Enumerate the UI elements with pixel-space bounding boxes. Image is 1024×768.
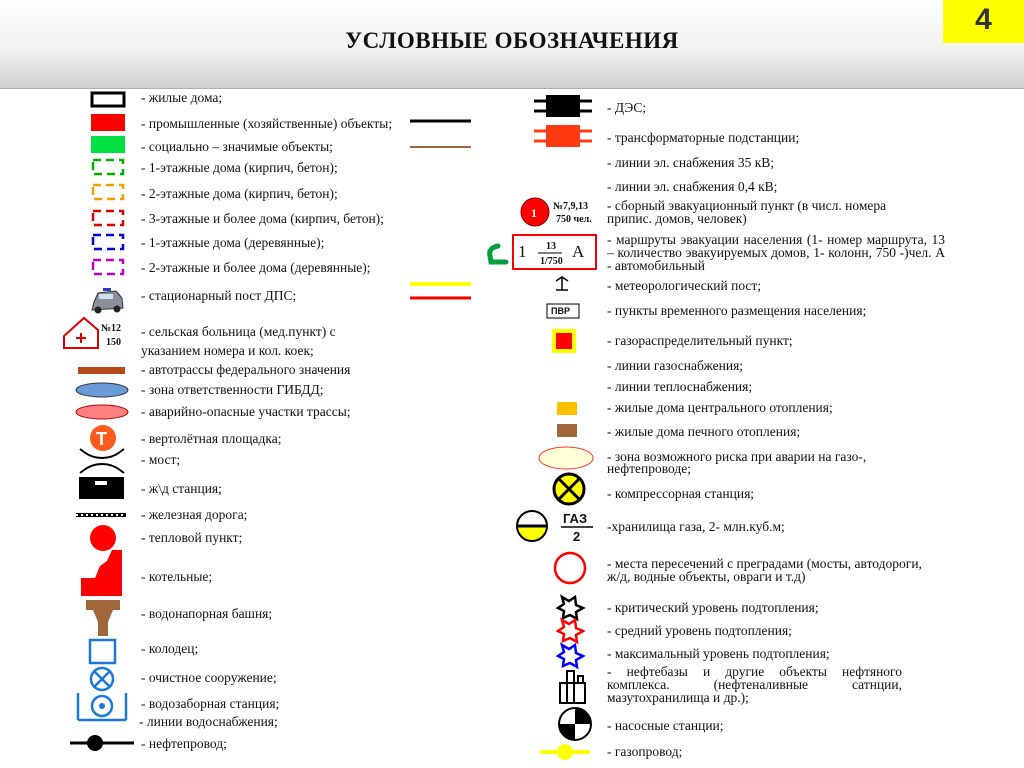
page-number-badge: 4 xyxy=(943,0,1024,43)
two-storey-brick-icon xyxy=(93,185,123,199)
helipad-letter: Т xyxy=(96,429,107,449)
heat-point-icon xyxy=(90,525,116,551)
legend-label: - метеорологический пост; xyxy=(607,278,762,293)
bridge-icon xyxy=(80,449,124,473)
legend-label: - жилые дома печного отопления; xyxy=(607,424,801,439)
legend-label: - колодец; xyxy=(141,641,199,656)
legend-label: - жилые дома; xyxy=(141,90,223,105)
gas-label: ГАЗ xyxy=(563,511,588,526)
legend-label: - нефтебазы и другие объекты нефтяного комплекса. (нефтеналивные сатнции, мазутохранилища и др.); xyxy=(607,664,902,705)
route-houses: 13 xyxy=(546,241,556,252)
legend-label: - социально – значимые объекты; xyxy=(141,139,333,154)
legend-label: - 1-этажные дома (кирпич, бетон); xyxy=(141,160,338,175)
compressor-station-icon xyxy=(554,474,584,504)
legend-label: - маршруты эвакуации населения (1- номер маршрута, 13 – количество эвакуируемых домов, 1- колонн, 750 -)чел. А - автомобильный xyxy=(607,232,945,273)
gas-volume: 2 xyxy=(573,529,581,544)
legend-label: - критический уровень подтопления; xyxy=(607,600,819,615)
legend-label: - максимальный уровень подтопления; xyxy=(607,646,830,661)
legend-label: - линии водоснабжения; xyxy=(139,714,278,729)
meteo-post-icon xyxy=(556,277,568,290)
legend-label: - водозаборная станция; xyxy=(141,696,280,711)
well-icon xyxy=(90,640,115,663)
legend-label: - средний уровень подтопления; xyxy=(607,623,792,638)
danger-road-section-icon xyxy=(76,405,128,419)
legend-label: - компрессорная станция; xyxy=(607,486,755,501)
legend-label: - линии теплоснабжения; xyxy=(607,379,753,394)
medium-flood-level-icon xyxy=(558,620,583,642)
social-object-icon xyxy=(91,136,125,153)
legend-label: - железная дорога; xyxy=(141,507,248,522)
risk-zone-icon xyxy=(539,447,593,469)
railway-icon xyxy=(76,513,126,517)
legend-label: - ДЭС; xyxy=(607,100,647,115)
legend-label: - 3-этажные и более дома (кирпич, бетон); xyxy=(141,211,384,226)
federal-highway-icon xyxy=(78,367,125,374)
legend-label: - котельные; xyxy=(141,569,213,584)
legend-label: - насосные станции; xyxy=(607,718,724,733)
legend-label: -хранилища газа, 2- млн.куб.м; xyxy=(607,519,785,534)
legend-label: - газораспределительный пункт; xyxy=(607,333,793,348)
evac-point-houses: №7,9,13 xyxy=(553,201,589,212)
legend-label: - линии эл. снабжения 35 кВ; xyxy=(607,155,775,170)
gibdd-zone-icon xyxy=(76,383,128,397)
industrial-object-icon xyxy=(91,114,125,131)
three-storey-brick-icon xyxy=(93,211,123,225)
evac-point-people: 750 чел. xyxy=(556,214,592,225)
one-storey-wood-icon xyxy=(93,235,123,249)
water-intake-icon xyxy=(78,693,126,720)
legend-label: - газопровод; xyxy=(607,744,683,759)
oil-depot-icon xyxy=(560,671,585,703)
obstacle-crossing-icon xyxy=(555,553,585,583)
pvr-label: ПВР xyxy=(551,306,570,316)
legend-label: - 2-этажные дома (кирпич, бетон); xyxy=(141,186,338,201)
critical-flood-level-icon xyxy=(558,597,583,619)
oil-pipeline-icon xyxy=(70,735,134,751)
legend-label: - вертолётная площадка; xyxy=(141,431,282,446)
legend-label: - жилые дома центрального отопления; xyxy=(607,400,833,415)
one-storey-brick-icon xyxy=(93,160,123,174)
route-number: 1 xyxy=(518,242,527,261)
legend-label: - места пересечений с преградами (мосты, автодороги, ж/д, водные объекты, овраги и т.д) xyxy=(607,556,922,584)
hospital-icon xyxy=(64,318,98,348)
stove-heating-house-icon xyxy=(557,424,577,437)
legend-label: - водонапорная башня; xyxy=(141,606,273,621)
legend-label: - ж\д станция; xyxy=(141,481,222,496)
legend-label: - тепловой пункт; xyxy=(141,530,243,545)
evac-point-number: 1 xyxy=(531,206,537,220)
legend-label: - мост; xyxy=(141,452,181,467)
legend-label: - зона возможного риска при аварии на газо-, нефтепроводе; xyxy=(607,449,867,476)
legend-label: - нефтепровод; xyxy=(141,736,227,751)
legend-label: - трансформаторные подстанции; xyxy=(607,130,800,145)
hospital-beds-text: 150 xyxy=(106,337,121,348)
residential-house-icon xyxy=(92,93,124,106)
police-car-icon xyxy=(92,288,123,314)
legend-label: - очистное сооружение; xyxy=(141,670,277,685)
water-tower-icon xyxy=(86,600,120,636)
gas-pipeline-icon xyxy=(540,744,590,760)
gas-distribution-point-icon xyxy=(552,329,576,353)
legend-label: - 1-этажные дома (деревянные); xyxy=(141,235,325,250)
central-heating-house-icon xyxy=(557,402,577,415)
pump-station-icon xyxy=(559,708,591,740)
legend-label: - сельская больница (мед.пункт) с указанием номера и кол. коек; xyxy=(141,324,336,358)
legend-label: - линии эл. снабжения 0,4 кВ; xyxy=(607,179,778,194)
rail-station-icon xyxy=(79,477,124,499)
legend-label: - зона ответственности ГИБДД; xyxy=(141,382,324,397)
transformer-substation-icon xyxy=(534,125,592,147)
treatment-facility-icon xyxy=(91,668,113,690)
legend-label: - стационарный пост ДПС; xyxy=(141,288,297,303)
route-type: А xyxy=(572,242,585,261)
legend-label: - аварийно-опасные участки трассы; xyxy=(141,404,351,419)
diesel-power-station-icon xyxy=(534,95,592,117)
boiler-house-icon xyxy=(81,550,122,596)
legend-label: - пункты временного размещения населения; xyxy=(607,303,867,318)
legend-label: - линии газоснабжения; xyxy=(607,358,744,373)
legend-label: - сборный эвакуационный пункт (в числ. номера припис. домов, человек) xyxy=(607,198,887,226)
legend-label: - 2-этажные и более дома (деревянные); xyxy=(141,260,371,275)
legend-label: - автотрассы федерального значения xyxy=(141,362,351,377)
hospital-number-text: №12 xyxy=(101,323,122,334)
two-storey-wood-icon xyxy=(93,260,123,274)
route-columns-people: 1/750 xyxy=(540,256,563,267)
legend-label: - промышленные (хозяйственные) объекты; xyxy=(141,116,393,131)
maximum-flood-level-icon xyxy=(558,645,583,667)
page-title: УСЛОВНЫЕ ОБОЗНАЧЕНИЯ xyxy=(345,28,679,53)
